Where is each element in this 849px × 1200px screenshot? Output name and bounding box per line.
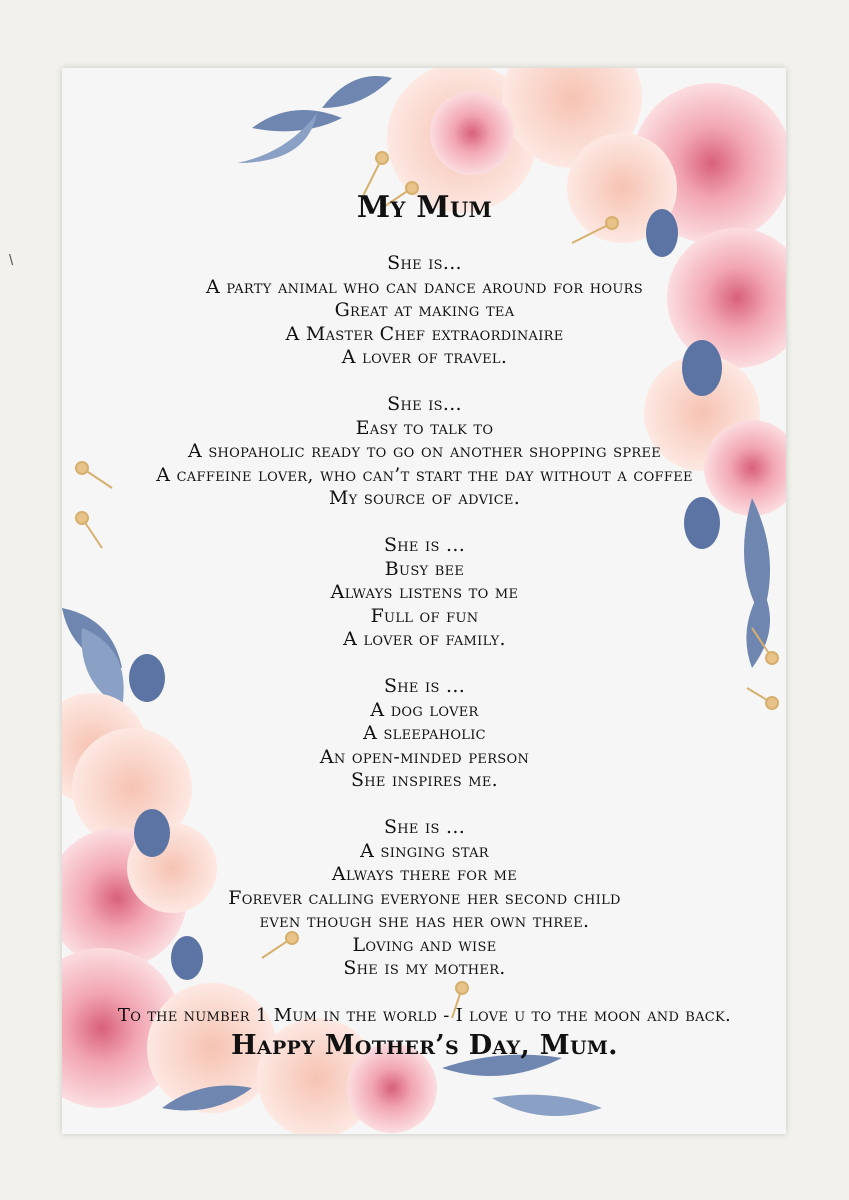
stanza-line: A singing star [360,839,489,862]
stanza-line: A caffeine lover, who can’t start the day without a coffee [156,463,693,486]
stanza-2 [0,393,849,511]
poem-title: My Mum [356,190,493,225]
stanza-line: A shopaholic ready to go on another shopping spree [187,440,662,462]
stanza-line: She is ... [383,534,466,556]
stanza-line: She is... [387,393,462,415]
stanza-line: A sleepaholic [363,722,486,744]
stanza-line: She is... [387,252,462,274]
stanza-line: Full of fun [370,604,479,627]
stanza-line: She is ... [383,675,466,697]
stanza-line: Always there for me [331,863,518,885]
stanza-3 [0,534,849,652]
stanza-line: Forever calling everyone her second child [228,886,621,909]
stanza-line: even though she has her own three. [259,910,590,932]
stanza-line: A party animal who can dance around for hours [206,275,643,298]
stanza-1 [0,252,849,370]
stanza-line: Always listens to me [330,581,519,603]
stanza-line: A lover of family. [343,628,506,650]
stanza-line: Great at making tea [334,299,515,321]
stanza-line: Easy to talk to [355,416,494,439]
signature-line: Happy Mother’s Day, Mum. [231,1030,618,1061]
stanza-4 [0,675,849,793]
stanza-line: She is my mother. [343,957,506,979]
stray-backslash-mark: \ [9,252,14,269]
stanza-line: Loving and wise [352,933,497,956]
stanza-5 [0,816,849,981]
stanza-line: She is ... [383,816,466,838]
stanza-line: A Master Chef extraordinaire [285,322,564,345]
stanza-line: A lover of travel. [341,346,508,368]
stanza-line: Busy bee [384,557,465,580]
stanza-line: My source of advice. [328,487,521,509]
closing-line: To the number 1 Mum in the world - I love u to the moon and back. [117,1005,732,1026]
stanza-line: A dog lover [370,698,479,721]
stanza-line: An open-minded person [319,745,530,768]
stanza-line: She inspires me. [350,769,499,791]
